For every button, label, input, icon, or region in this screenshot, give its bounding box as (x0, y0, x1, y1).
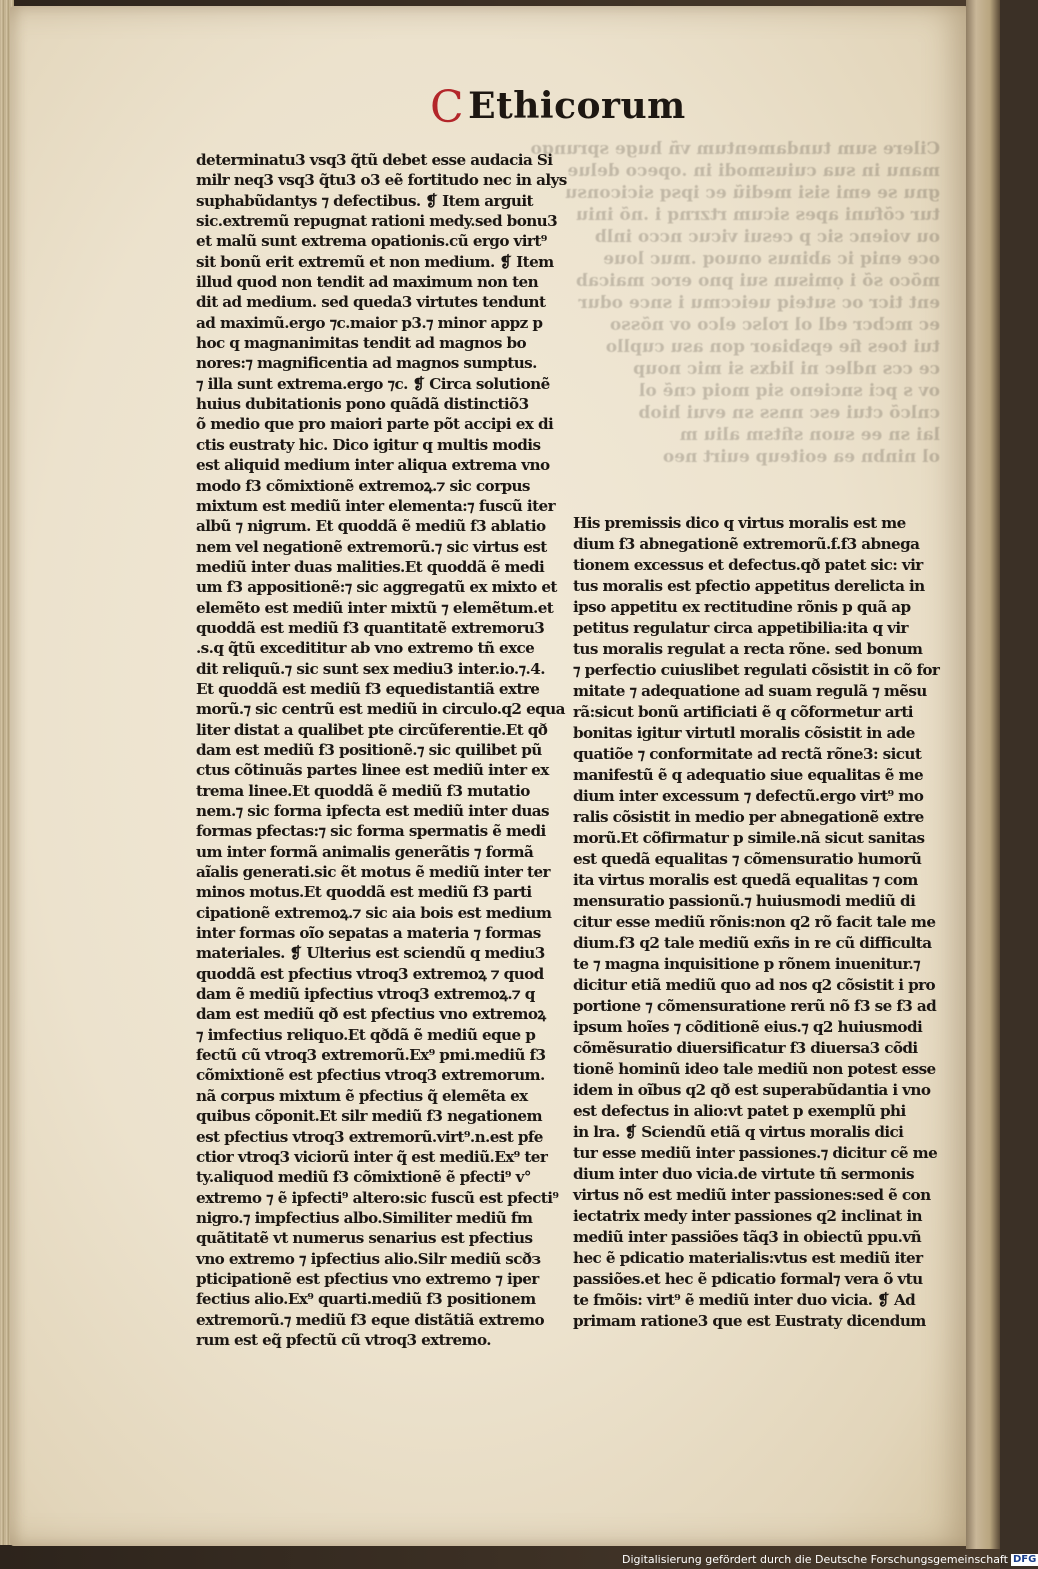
text-line: dit ad medium. sed queda3 virtutes tendunt (196, 293, 546, 312)
text-line: sit bonũ erit extremũ et non medium. ❡ Item (196, 252, 554, 271)
text-line: quoddã est pfectius vtroq3 extremoꝝ ⁊ quod (196, 964, 544, 983)
text-line: dium f3 abnegationẽ extremorũ.f.f3 abnega (573, 535, 920, 553)
text-line: suphabũdantys ⁊ defectibus. ❡ Item arguit (196, 191, 533, 210)
text-line: est aliquid medium inter aliqua extrema vno (196, 456, 550, 475)
text-line: determinatu3 vsq3 q̃tũ debet esse audacia Si (196, 151, 553, 169)
bleed-line: manu in sua cuiusmodi in .opeco delue (567, 161, 940, 181)
text-line: cipationẽ extremoꝝ.⁊ sic aia bois est medium (196, 903, 552, 922)
heading-title: Ethicorum (468, 85, 686, 127)
text-line: mediũ inter duas malities.Et quoddã ẽ medi (196, 557, 545, 576)
running-heading (430, 78, 686, 133)
text-line: fectius alio.Ex⁹ quarti.mediũ f3 positionem (196, 1290, 536, 1309)
bleed-line: tur cõfuni apes sicum rtzrnq i .nõ iniu (575, 205, 940, 225)
text-line: hoc q magnanimitas tendit ad magnos bo (196, 334, 527, 353)
text-line: idem in oĩbus q2 qð est superabũdantia i vno (573, 1081, 931, 1099)
text-line: milr neq3 vsq3 q̃tu3 o3 eẽ fortitudo nec in alys (196, 171, 567, 190)
text-line: modo f3 cõmixtionẽ extremoꝝ.⁊ sic corpus (196, 476, 530, 495)
text-line: in lra. ❡ Sciendũ etiã q virtus moralis dici (573, 1123, 904, 1141)
rubric-initial: C (430, 82, 465, 133)
bleed-line: ent ticr oc suteiq ueiccmu i snce odur (578, 293, 940, 313)
text-line: huius dubitationis pono quãdã distinctiõ3 (196, 395, 529, 414)
text-line: inter formas oĩo sepatas a materia ⁊ formas (196, 924, 541, 943)
text-line: extremo ⁊ ẽ ipfecti⁹ altero:sic fuscũ est pfecti⁹ (196, 1188, 559, 1207)
text-line: dicitur etiã mediũ quo ad nos q2 cõsistit i pro (573, 976, 936, 994)
text-line: elemẽto est mediũ inter mixtũ ⁊ elemẽtum.et (196, 598, 554, 617)
credit-text: Digitalisierung gefördert durch die Deutsche Forschungsgemeinschaft (622, 1553, 1008, 1566)
text-line: citur esse mediũ rõnis:non q2 rõ facit tale me (573, 913, 936, 931)
bleed-line: ol ninbn ea eoiteup euirt neo (662, 447, 940, 467)
text-line: est pfectius vtroq3 extremorũ.virt⁹.n.est pfe (196, 1127, 543, 1146)
text-line: formas pfectas:⁊ sic forma spermatis ẽ medi (196, 822, 546, 841)
text-line: est quedã equalitas ⁊ cõmensuratio humorũ (573, 850, 922, 868)
text-line: ⁊ perfectio cuiuslibet regulati cõsistit in cõ for (573, 661, 940, 679)
text-line: um f3 appositionẽ:⁊ sic aggregatũ ex mixto et (196, 578, 557, 597)
text-line: morũ.⁊ sic centrũ est mediũ in circulo.q2 equa (196, 700, 565, 719)
text-line: minos motus.Et quoddã est mediũ f3 parti (196, 883, 532, 902)
text-line: Et quoddã est mediũ f3 equedistantiã extre (196, 679, 540, 698)
text-line: manifestũ ẽ q adequatio siue equalitas ẽ me (573, 766, 924, 784)
bleed-line: ov s pci sncieno siq moiq cnẽ ol (638, 381, 940, 401)
text-line: portione ⁊ cõmensuratione rerũ nõ f3 se f3 ad (573, 997, 937, 1015)
text-line: ⁊ imfectius reliquo.Et qðdã ẽ mediũ eque p (196, 1025, 536, 1044)
text-line: dam est mediũ qð est pfectius vno extremoꝝ (196, 1005, 546, 1024)
text-line: mediũ inter passiões tãq3 in obiectũ ppu.vñ (573, 1228, 922, 1246)
text-line: hec ẽ pdicatio materialis:vtus est mediũ iter (573, 1249, 923, 1267)
bleed-line: tui toes fie epsbiaor qon asu cupllo (605, 337, 940, 357)
text-line: dium.f3 q2 tale mediũ exñs in re cũ difficulta (573, 934, 932, 952)
text-line: ty.aliquod mediũ f3 cõmixtionẽ ẽ pfecti⁹ v° (196, 1168, 531, 1187)
text-line: ctior vtroq3 viciorũ inter q̃ est mediũ.Ex⁹ ter (196, 1147, 548, 1166)
text-line: te ⁊ magna inquisitione p rõnem inuenitur.⁊ (573, 955, 921, 973)
text-line: trema linee.Et quoddã ẽ mediũ f3 mutatio (196, 781, 530, 800)
bleed-line: ou voienc sic p cesui vicuc ncco inlb (594, 227, 940, 247)
text-line: fectũ cũ vtroq3 extremorũ.Ex⁹ pmi.mediũ f3 (196, 1046, 546, 1065)
text-line: rã:sicut bonũ artificiati ẽ q cõformetur arti (573, 703, 913, 721)
bleed-line: ec mcbcr edl ol rolsc elco ov nõsso (609, 315, 940, 335)
text-line: quoddã est mediũ f3 quantitatẽ extremoru3 (196, 618, 545, 637)
text-line: morũ.Et cõfirmatur p simile.nã sicut sanitas (573, 829, 925, 847)
text-line: tionẽ hominũ ideo tale mediũ non potest esse (573, 1060, 936, 1078)
text-line: ipso appetitu ex rectitudine rõnis p quã ap (573, 598, 911, 616)
text-line: cõmixtionẽ est pfectius vtroq3 extremorum. (196, 1066, 545, 1085)
text-line: extremorũ.⁊ mediũ f3 eque distãtiã extremo (196, 1310, 544, 1329)
text-line: ralis cõsistit in medio per abnegationẽ extre (573, 808, 924, 826)
text-line: rum est eq̃ pfectũ cũ vtroq3 extremo. (196, 1330, 491, 1349)
text-line: dit reliquũ.⁊ sic sunt sex mediu3 inter.io.⁊.4. (196, 659, 545, 678)
text-line: ita virtus moralis est quedã equalitas ⁊ com (573, 871, 918, 889)
bleed-line: Cilere sum tundamentum vñ huge sprungo (530, 139, 940, 159)
text-line: iectatrix medy inter passiones q2 inclinat in (573, 1207, 922, 1225)
text-line: mensuratio passionũ.⁊ huiusmodi mediũ di (573, 892, 916, 910)
text-line: liter distat a qualibet pte circũferentie.Et qð (196, 720, 548, 739)
text-line: materiales. ❡ Ulterius est sciendũ q mediu3 (196, 944, 545, 963)
text-line: quãtitatẽ vt numerus senarius est pfectius (196, 1229, 533, 1248)
bleed-line: oce eniq ic abinus onuoq .muc loue (603, 249, 940, 269)
adjacent-page-edge (966, 0, 1000, 1549)
text-line: nores:⁊ magnificentia ad magnos sumptus. (196, 354, 537, 373)
right-text-column (573, 513, 940, 1332)
left-text-column (196, 150, 567, 1350)
text-line: His premissis dico q virtus moralis est me (573, 514, 906, 532)
bleed-line: cnlcõ ctui esc nnss sn evui hiob (638, 403, 940, 423)
text-line: passiões.et hec ẽ pdicatio formal⁊ vera õ vtu (573, 1270, 923, 1288)
text-line: nigro.⁊ impfectius albo.Similiter mediũ fm (196, 1208, 533, 1227)
text-line: dium inter duo vicia.de virtute tñ sermonis (573, 1165, 914, 1183)
text-line: ⁊ illa sunt extrema.ergo ⁊c. ❡ Circa solutionẽ (196, 374, 550, 393)
text-line: illud quod non tendit ad maximum non ten (196, 273, 539, 292)
text-line: cõmẽsuratio diuersificatur f3 diuersa3 cõdi (573, 1039, 918, 1057)
text-line: primam ratione3 que est Eustraty dicendum (573, 1312, 926, 1330)
text-line: ctus cõtinuãs partes linee est mediũ inter ex (196, 761, 549, 780)
text-line: quatiõe ⁊ conformitate ad rectã rõne3: sicut (573, 745, 922, 763)
text-line: dam est mediũ f3 positionẽ.⁊ sic quilibet pũ (196, 740, 542, 759)
bleed-line: lai sn ee suon sfitsm aliu m (679, 425, 940, 445)
text-line: ctis eustraty hic. Dico igitur q multis modis (196, 435, 541, 454)
dfg-logo: DFG (1012, 1554, 1037, 1565)
text-line: ipsum hoĩes ⁊ cõditionẽ eius.⁊ q2 huiusmodi (573, 1018, 923, 1036)
bleed-line: mõco sõ i ọmisun sui pno eroc maicab (575, 271, 940, 291)
text-line: õ medio que pro maiori parte põt accipi ex di (196, 415, 554, 434)
text-line: tionem excessus et defectus.qð patet sic: vir (573, 556, 923, 574)
text-line: albũ ⁊ nigrum. Et quoddã ẽ mediũ f3 ablatio (196, 517, 546, 536)
text-line: bonitas igitur virtutl moralis cõsistit in ade (573, 724, 915, 742)
digitization-credit (622, 1551, 1037, 1569)
text-line: te fmõis: virt⁹ ẽ mediũ inter duo vicia. ❡ Ad (573, 1291, 916, 1309)
text-line: pticipationẽ est pfectius vno extremo ⁊ iper (196, 1269, 539, 1288)
bleed-through-text (530, 138, 940, 500)
bleed-line: gnu se emi sisi mediũ ec ipsq siciconsu (564, 183, 940, 203)
text-line: petitus regulatur circa appetibilia:ita q vir (573, 619, 908, 637)
text-line: et malũ sunt extrema opationis.cũ ergo virt⁹ (196, 232, 547, 251)
text-line: est defectus in alio:vt patet p exemplũ phi (573, 1102, 906, 1120)
text-line: tur esse mediũ inter passiones.⁊ dicitur cẽ me (573, 1144, 938, 1162)
text-line: ad maximũ.ergo ⁊c.maior p3.⁊ minor appz p (196, 313, 543, 332)
text-line: nem vel negationẽ extremorũ.⁊ sic virtus est (196, 537, 547, 556)
bleed-line: ce ccs ndlec ni lidxs si mic noup (633, 359, 940, 379)
text-line: mitate ⁊ adequatione ad suam regulã ⁊ mẽsu (573, 682, 927, 700)
text-line: virtus nõ est mediũ inter passiones:sed ẽ con (573, 1186, 931, 1204)
text-line: nã corpus mixtum ẽ pfectius q̃ elemẽta ex (196, 1086, 528, 1105)
text-line: tus moralis regulat a recta rõne. sed bonum (573, 640, 923, 658)
text-line: um inter formã animalis generãtis ⁊ formã (196, 842, 534, 861)
text-line: nem.⁊ sic forma ipfecta est mediũ inter duas (196, 802, 549, 820)
text-line: .s.q q̃tũ excedititur ab vno extremo tñ exce (196, 639, 535, 658)
text-line: dam ẽ mediũ ipfectius vtroq3 extremoꝝ.⁊ q (196, 985, 535, 1004)
text-line: quibus cõponit.Et silr mediũ f3 negationem (196, 1107, 542, 1126)
text-line: dium inter excessum ⁊ defectũ.ergo virt⁹ mo (573, 787, 924, 805)
text-line: vno extremo ⁊ ipfectius alio.Silr mediũ scðз (196, 1249, 541, 1268)
text-line: mixtum est mediũ inter elementa:⁊ fuscũ iter (196, 496, 555, 515)
text-line: aĩalis generati.sic ẽt motus ẽ mediũ inter ter (196, 863, 550, 882)
text-line: tus moralis est pfectio appetitus derelicta in (573, 577, 925, 595)
text-line: sic.extremũ repugnat rationi medy.sed bonu3 (196, 212, 558, 231)
